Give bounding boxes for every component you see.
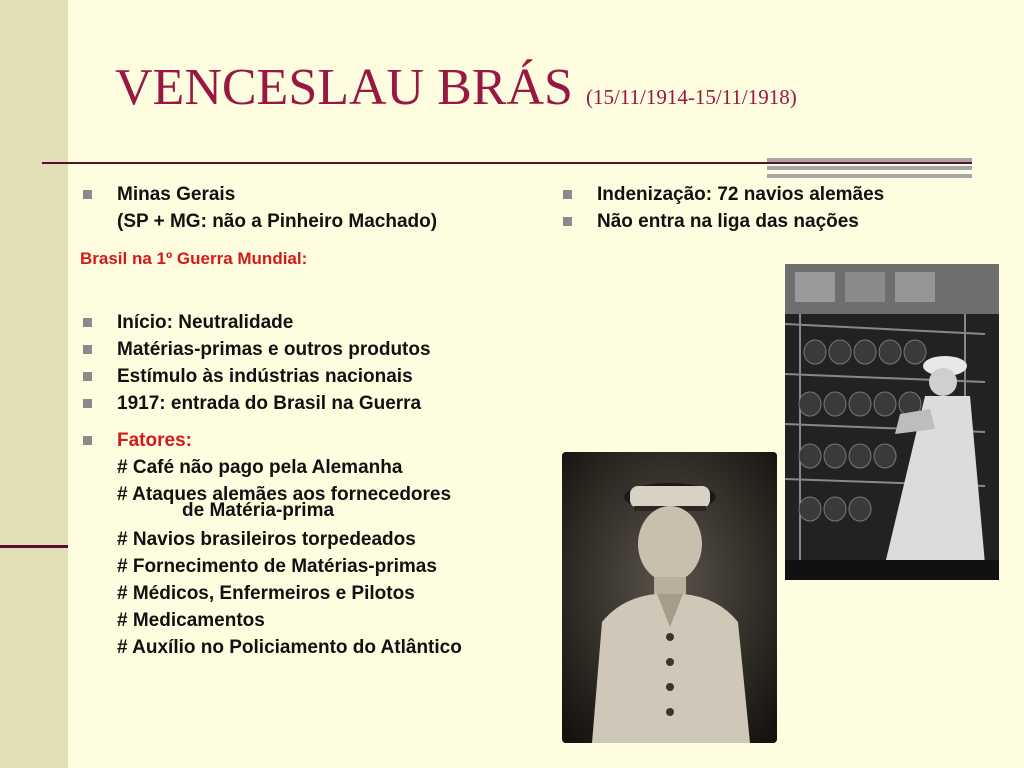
gray-bar [767,174,972,178]
square-bullet-icon [83,345,92,354]
factory-worker-photo [785,264,999,580]
fator-item: # Medicamentos [117,610,265,631]
right-column [560,181,1000,235]
bullet-item [80,309,550,336]
bullet-item [80,390,550,417]
fatores-label: Fatores: [117,430,192,451]
square-bullet-icon [563,217,572,226]
sidebar-rule [0,545,68,548]
fator-item: # Navios brasileiros torpedeados [117,529,416,550]
slide-title [115,59,797,116]
fator-item: # Médicos, Enfermeiros e Pilotos [117,583,415,604]
square-bullet-icon [83,399,92,408]
bullet-item [560,208,1000,235]
bullet-item [80,363,550,390]
square-bullet-icon [83,318,92,327]
fator-item-continuation: de Matéria-prima [182,500,335,521]
square-bullet-icon [83,372,92,381]
bullet-text: Não entra na liga das nações [597,211,859,232]
fator-item: # Café não pago pela Alemanha [117,457,403,478]
factory-photo-illustration [785,264,999,580]
bullet-text: Estímulo às indústrias nacionais [117,366,413,387]
fator-item: # Fornecimento de Matérias-primas [117,556,437,577]
gray-bar [767,166,972,170]
left-sidebar-band [0,0,68,768]
decorative-gray-bars [767,158,972,182]
square-bullet-icon [83,190,92,199]
bullet-text: Minas Gerais [117,184,236,205]
square-bullet-icon [83,436,92,445]
bullet-text: Indenização: 72 navios alemães [597,184,885,205]
bullet-text: 1917: entrada do Brasil na Guerra [117,393,422,414]
fator-item: # Ataques alemães aos fornecedores [117,484,452,505]
fator-item: # Auxílio no Policiamento do Atlântico [117,637,462,658]
gray-bar [767,158,972,162]
left-column [80,181,550,661]
bullet-item-fatores [80,427,550,454]
spacer [80,417,550,427]
section-title: Brasil na 1º Guerra Mundial: [80,249,308,268]
bullet-item [80,181,550,208]
title-dates: (15/11/1914-15/11/1918) [585,85,797,109]
square-bullet-icon [563,190,572,199]
title-main: VENCESLAU BRÁS [115,59,573,116]
sub-text: (SP + MG: não a Pinheiro Machado) [117,211,438,232]
bullet-text: Início: Neutralidade [117,312,294,333]
bullet-text: Matérias-primas e outros produtos [117,339,431,360]
bullet-item [80,336,550,363]
soldier-photo-illustration [562,452,777,743]
bullet-item [560,181,1000,208]
soldier-portrait-photo [562,452,777,743]
